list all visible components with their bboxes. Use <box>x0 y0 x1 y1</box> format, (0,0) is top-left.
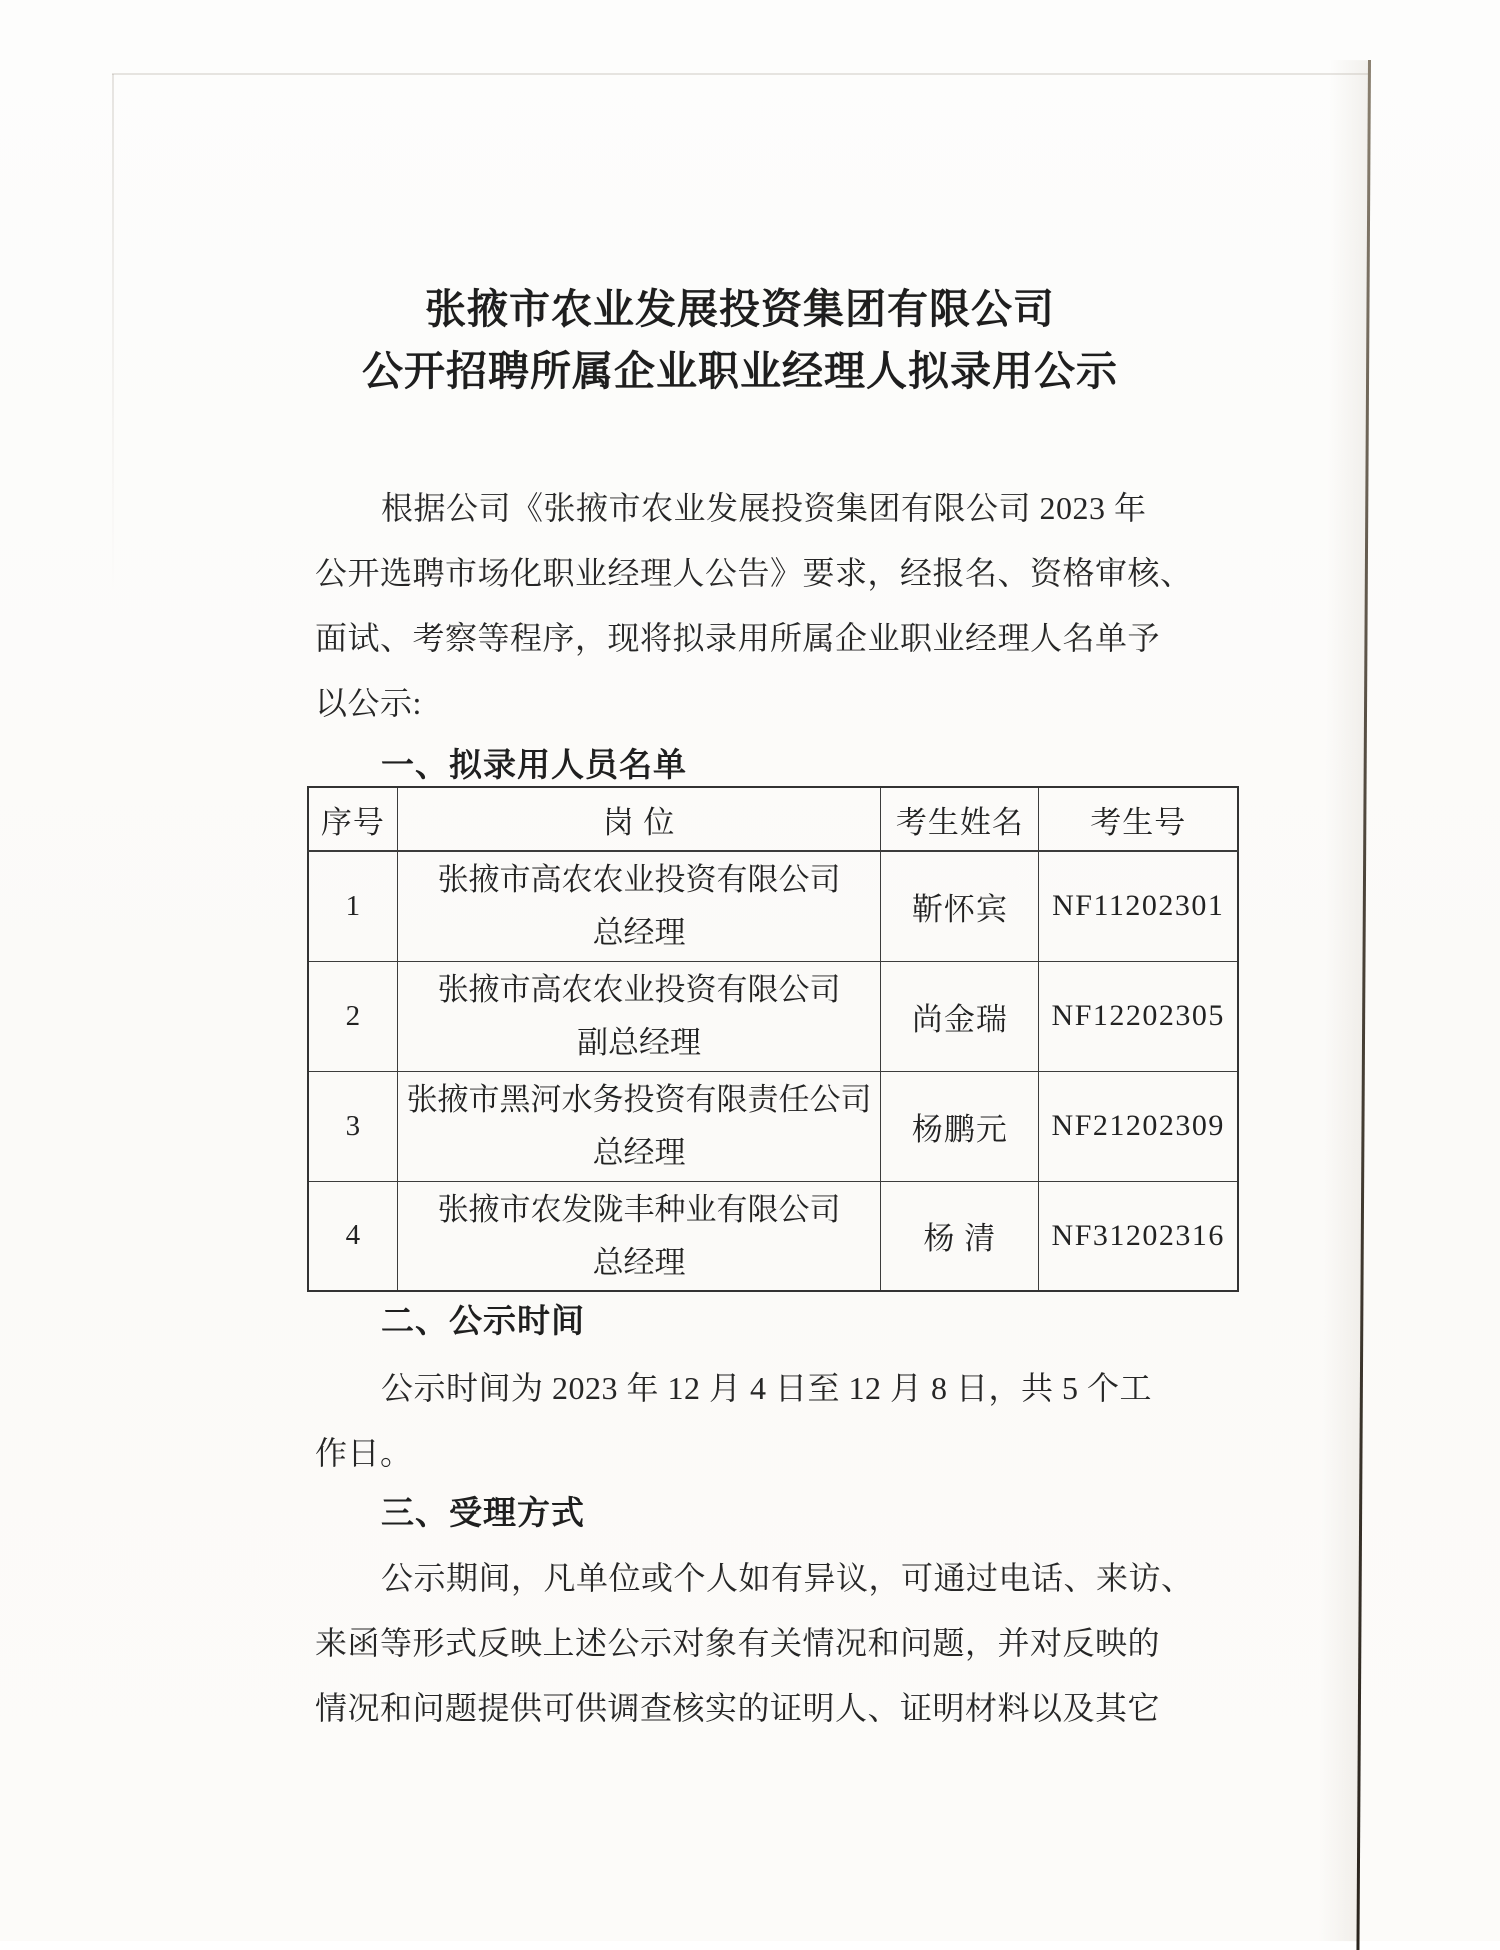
cell-position <box>397 1181 881 1291</box>
paragraph-line: 公示期间，凡单位或个人如有异议，可通过电话、来访、 <box>381 1559 1194 1596</box>
cell-position <box>397 961 881 1071</box>
position-company: 张掖市高农农业投资有限公司 <box>437 862 841 898</box>
cell-candidate-no: NF31202316 <box>1039 1181 1238 1291</box>
paper-left-edge <box>112 74 114 594</box>
publicity-period-paragraph <box>315 1353 1195 1483</box>
paragraph-line: 公开选聘市场化职业经理人公告》要求，经报名、资格审核、 <box>315 554 1193 591</box>
table-row <box>308 1071 1238 1181</box>
section2-heading: 二、公示时间 <box>381 1301 585 1339</box>
cell-no: 2 <box>308 961 397 1071</box>
table-row <box>308 961 1238 1071</box>
table-header-row <box>308 787 1238 851</box>
column-header-no: 序号 <box>308 787 397 851</box>
cell-no: 1 <box>308 851 397 961</box>
cell-name: 尚金瑞 <box>881 961 1039 1071</box>
cell-candidate-no: NF21202309 <box>1039 1071 1238 1181</box>
position-company: 张掖市高农农业投资有限公司 <box>437 972 841 1007</box>
column-header-position: 岗 位 <box>397 787 881 851</box>
position-company: 张掖市黑河水务投资有限责任公司 <box>406 1082 872 1117</box>
acceptance-method-paragraph <box>315 1543 1195 1738</box>
column-header-name: 考生姓名 <box>881 787 1039 851</box>
paper-top-edge <box>112 73 1368 75</box>
cell-no: 3 <box>308 1071 397 1181</box>
document-title-line2: 公开招聘所属企业职业经理人拟录用公示 <box>362 348 1118 394</box>
paragraph-line: 情况和问题提供可供调查核实的证明人、证明材料以及其它 <box>315 1689 1161 1726</box>
document-title-line1: 张掖市农业发展投资集团有限公司 <box>425 286 1055 332</box>
cell-position <box>397 851 881 961</box>
cell-no: 4 <box>308 1181 397 1291</box>
cell-name: 杨鹏元 <box>881 1071 1039 1181</box>
section3-heading: 三、受理方式 <box>381 1493 585 1531</box>
intro-paragraph <box>315 473 1195 733</box>
position-company: 张掖市农发陇丰种业有限公司 <box>437 1191 841 1227</box>
position-role: 副总经理 <box>577 1025 702 1060</box>
cell-candidate-no: NF12202305 <box>1039 961 1238 1071</box>
paragraph-line: 作日。 <box>315 1434 413 1471</box>
position-role: 总经理 <box>592 1244 686 1280</box>
column-header-candidate-no: 考生号 <box>1039 787 1238 851</box>
paragraph-line: 根据公司《张掖市农业发展投资集团有限公司 2023 年 <box>381 489 1147 526</box>
cell-candidate-no: NF11202301 <box>1039 851 1238 961</box>
cell-name: 靳怀宾 <box>881 851 1039 961</box>
paragraph-line: 以公示: <box>315 684 422 721</box>
position-role: 总经理 <box>592 1135 686 1170</box>
cell-position <box>397 1071 881 1181</box>
paragraph-line: 面试、考察等程序，现将拟录用所属企业职业经理人名单予 <box>315 619 1161 656</box>
section1-heading: 一、拟录用人员名单 <box>381 745 687 783</box>
table-row <box>308 1181 1238 1291</box>
table-row <box>308 851 1238 961</box>
paragraph-line: 来函等形式反映上述公示对象有关情况和问题，并对反映的 <box>315 1624 1161 1661</box>
position-role: 总经理 <box>592 915 686 951</box>
cell-name: 杨 清 <box>881 1181 1039 1291</box>
candidate-roster-table <box>307 786 1239 1292</box>
paragraph-line: 公示时间为 2023 年 12 月 4 日至 12 月 8 日，共 5 个工 <box>381 1369 1153 1406</box>
